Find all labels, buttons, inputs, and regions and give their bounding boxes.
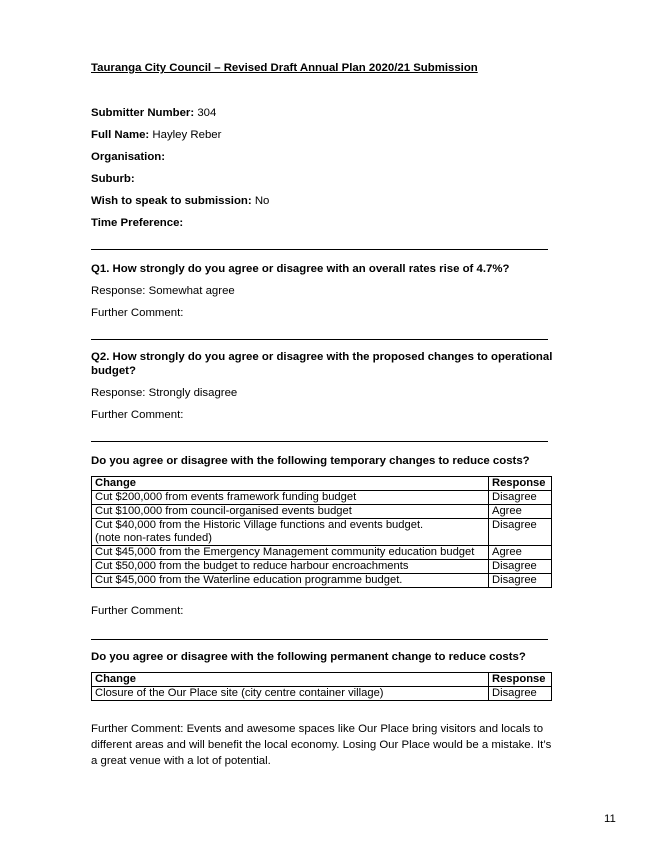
response-cell: Agree	[489, 546, 552, 560]
field-label: Time Preference:	[91, 217, 184, 229]
header-response: Response	[489, 477, 552, 491]
change-cell: Closure of the Our Place site (city centre container village)	[92, 687, 489, 701]
table-row	[92, 505, 552, 519]
field-label: Wish to speak to submission:	[91, 195, 252, 207]
field-label: Organisation:	[91, 151, 166, 163]
divider	[91, 339, 548, 340]
perm-question: Do you agree or disagree with the following permanent change to reduce costs?	[91, 651, 526, 663]
table-row	[92, 574, 552, 588]
field-label: Suburb:	[91, 173, 135, 185]
q1-response: Response: Somewhat agree	[91, 285, 235, 297]
field-suburb	[91, 173, 135, 185]
response-cell: Disagree	[489, 574, 552, 588]
field-label: Submitter Number:	[91, 107, 195, 119]
change-cell: Cut $100,000 from council-organised events budget	[92, 505, 489, 519]
q2-question-line1: Q2. How strongly do you agree or disagree with the proposed changes to operational	[91, 351, 553, 363]
q1-comment: Further Comment:	[91, 307, 184, 319]
response-cell: Disagree	[489, 491, 552, 505]
divider	[91, 249, 548, 250]
response-cell: Agree	[489, 505, 552, 519]
q2-response: Response: Strongly disagree	[91, 387, 238, 399]
header-change: Change	[92, 673, 489, 687]
response-cell: Disagree	[489, 519, 552, 546]
field-full-name	[91, 129, 221, 141]
table-header-row	[92, 673, 552, 687]
document-title: Tauranga City Council – Revised Draft Annual Plan 2020/21 Submission	[91, 62, 478, 74]
field-organisation	[91, 151, 165, 163]
change-cell: Cut $200,000 from events framework funding budget	[92, 491, 489, 505]
table-row	[92, 546, 552, 560]
change-cell: Cut $45,000 from the Waterline education programme budget.	[92, 574, 489, 588]
header-change: Change	[92, 477, 489, 491]
change-cell: Cut $50,000 from the budget to reduce harbour encroachments	[92, 560, 489, 574]
response-cell: Disagree	[489, 560, 552, 574]
temp-question: Do you agree or disagree with the following temporary changes to reduce costs?	[91, 455, 530, 467]
header-response: Response	[489, 673, 552, 687]
field-time-preference	[91, 217, 183, 229]
q1-question: Q1. How strongly do you agree or disagree with an overall rates rise of 4.7%?	[91, 263, 510, 275]
table-row	[92, 687, 552, 701]
field-value: 304	[194, 107, 217, 119]
change-cell: Cut $45,000 from the Emergency Management community education budget	[92, 546, 489, 560]
temp-changes-table	[91, 476, 552, 588]
divider	[91, 441, 548, 442]
field-label: Full Name:	[91, 129, 150, 141]
perm-comment: Further Comment: Events and awesome spaces like Our Place bring visitors and locals to different areas and will benefit the local economy. Losing Our Place would be a mistake. It’s a great venue with a lot of potential.	[91, 723, 552, 767]
change-line1: Cut $40,000 from the Historic Village functions and events budget.	[95, 519, 424, 531]
table-header-row	[92, 477, 552, 491]
field-value: No	[251, 195, 270, 207]
field-submitter-number	[91, 107, 216, 119]
change-cell	[92, 519, 489, 546]
response-cell: Disagree	[489, 687, 552, 701]
field-value: Hayley Reber	[149, 129, 222, 141]
page-number: 11	[604, 813, 616, 825]
table-row	[92, 491, 552, 505]
table-row	[92, 519, 552, 546]
q2-comment: Further Comment:	[91, 409, 184, 421]
divider	[91, 639, 548, 640]
table-row	[92, 560, 552, 574]
q2-question-line2: budget?	[91, 365, 136, 377]
change-line2: (note non-rates funded)	[95, 532, 212, 544]
field-wish-to-speak	[91, 195, 269, 207]
perm-changes-table	[91, 672, 552, 701]
temp-comment: Further Comment:	[91, 605, 184, 617]
